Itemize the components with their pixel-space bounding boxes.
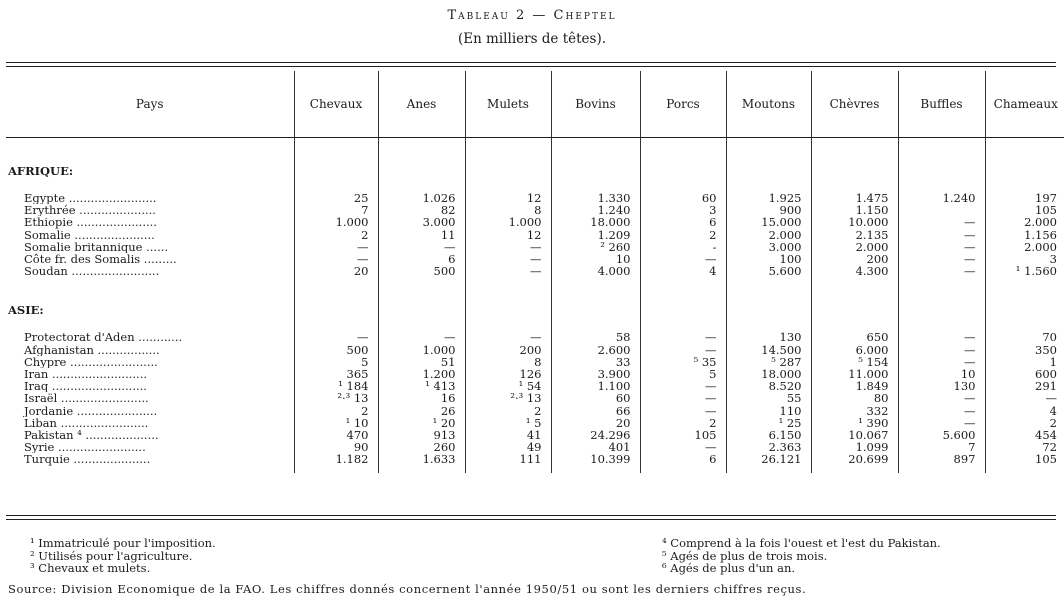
value-cell: 2 — [640, 417, 726, 429]
table-row — [6, 265, 1064, 277]
value-cell: — — [378, 331, 465, 343]
table-row — [6, 229, 1064, 241]
value-cell: 291 — [985, 380, 1064, 392]
source-note: Source: Division Economique de la FAO. Les chiffres donnés concernent l'année 1950/51 ou sont les derniers chiffres reçus. — [8, 582, 807, 596]
table-row — [6, 192, 1064, 204]
table-row — [6, 368, 1064, 380]
value-cell: 4 — [985, 405, 1064, 417]
value-cell: 8 — [465, 204, 551, 216]
value-cell: 110 — [726, 405, 811, 417]
value-cell: 26.121 — [726, 453, 811, 465]
column-header: Chameaux — [985, 71, 1064, 138]
value-cell: 1.099 — [811, 441, 898, 453]
value-cell: 2 — [465, 405, 551, 417]
value-cell: 2.000 — [726, 229, 811, 241]
table-title-prefix: Tableau 2 — — [447, 8, 554, 23]
value-cell: ⁵ 154 — [811, 356, 898, 368]
value-cell: 1.200 — [378, 368, 465, 380]
value-cell: — — [640, 441, 726, 453]
value-cell: 454 — [985, 429, 1064, 441]
value-cell: 105 — [640, 429, 726, 441]
value-cell: — — [294, 253, 378, 265]
value-cell: 3.000 — [726, 241, 811, 253]
value-cell: 1.100 — [551, 380, 640, 392]
value-cell: 2.000 — [985, 241, 1064, 253]
value-cell: — — [640, 253, 726, 265]
value-cell: 1.240 — [551, 204, 640, 216]
value-cell: — — [898, 253, 985, 265]
value-cell: 55 — [726, 392, 811, 404]
section-header-row — [6, 303, 1064, 317]
value-cell: 105 — [985, 204, 1064, 216]
bottom-rule-1 — [6, 515, 1056, 516]
table-row — [6, 405, 1064, 417]
country-cell: Turquie ..................... — [24, 453, 151, 466]
cheptel-table — [6, 71, 1064, 473]
value-cell: 200 — [465, 344, 551, 356]
table-body — [6, 138, 1064, 473]
table-row — [6, 253, 1064, 265]
value-cell: 24.296 — [551, 429, 640, 441]
value-cell: 20 — [551, 417, 640, 429]
value-cell: ²·³ 13 — [465, 392, 551, 404]
value-cell: 10.000 — [811, 216, 898, 228]
value-cell: 6 — [640, 453, 726, 465]
value-cell: 2 — [640, 229, 726, 241]
value-cell: 18.000 — [726, 368, 811, 380]
top-rule-1 — [6, 62, 1056, 63]
value-cell: 12 — [465, 192, 551, 204]
value-cell: — — [640, 405, 726, 417]
table-row — [6, 417, 1064, 429]
value-cell: 10.399 — [551, 453, 640, 465]
value-cell: 1.209 — [551, 229, 640, 241]
value-cell: 100 — [726, 253, 811, 265]
country-cell: Côte fr. des Somalis ......... — [24, 253, 177, 266]
value-cell: 7 — [294, 204, 378, 216]
table-title — [0, 8, 1064, 24]
country-cell: Somalie ...................... — [24, 228, 155, 241]
value-cell: 600 — [985, 368, 1064, 380]
value-cell: 2.600 — [551, 344, 640, 356]
value-cell: 401 — [551, 441, 640, 453]
value-cell: 200 — [811, 253, 898, 265]
value-cell: 6.000 — [811, 344, 898, 356]
country-cell: Egypte ........................ — [24, 192, 157, 205]
value-cell: 3 — [640, 204, 726, 216]
value-cell: 2 — [294, 405, 378, 417]
table-row — [6, 331, 1064, 343]
value-cell: 1.240 — [898, 192, 985, 204]
value-cell: 20 — [294, 265, 378, 277]
value-cell: ² 260 — [551, 241, 640, 253]
value-cell: — — [465, 253, 551, 265]
value-cell: 105 — [985, 453, 1064, 465]
country-cell: Israël ........................ — [24, 392, 149, 405]
value-cell: - — [640, 241, 726, 253]
table-row — [6, 441, 1064, 453]
value-cell: 1.156 — [985, 229, 1064, 241]
value-cell: 6.150 — [726, 429, 811, 441]
value-cell: — — [640, 380, 726, 392]
value-cell: 1 — [985, 356, 1064, 368]
spacer-row — [6, 178, 1064, 192]
section-header-row — [6, 164, 1064, 178]
value-cell: 25 — [294, 192, 378, 204]
value-cell: 365 — [294, 368, 378, 380]
header-row — [6, 71, 1064, 138]
value-cell: 1.330 — [551, 192, 640, 204]
value-cell: 12 — [465, 229, 551, 241]
value-cell: 11 — [378, 229, 465, 241]
table-row — [6, 380, 1064, 392]
value-cell: 1.633 — [378, 453, 465, 465]
value-cell: 130 — [726, 331, 811, 343]
column-header: Bovins — [551, 71, 640, 138]
value-cell: 126 — [465, 368, 551, 380]
value-cell: 650 — [811, 331, 898, 343]
footnote: ² Utilisés pour l'agriculture. — [30, 548, 193, 563]
country-cell: Ethiopie ...................... — [24, 216, 157, 229]
value-cell: 26 — [378, 405, 465, 417]
value-cell: ¹ 20 — [378, 417, 465, 429]
value-cell: — — [898, 344, 985, 356]
value-cell: 5 — [640, 368, 726, 380]
value-cell: 3.900 — [551, 368, 640, 380]
country-cell: Protectorat d'Aden ............ — [24, 331, 183, 344]
value-cell: — — [465, 331, 551, 343]
value-cell: — — [465, 241, 551, 253]
value-cell: 1.000 — [378, 344, 465, 356]
value-cell: 82 — [378, 204, 465, 216]
value-cell: 2.135 — [811, 229, 898, 241]
value-cell: 2 — [294, 229, 378, 241]
footnote: ⁵ Agés de plus de trois mois. — [662, 548, 828, 563]
value-cell: — — [898, 241, 985, 253]
column-header: Buffles — [898, 71, 985, 138]
value-cell: 7 — [898, 441, 985, 453]
column-header: Anes — [378, 71, 465, 138]
value-cell: 1.026 — [378, 192, 465, 204]
value-cell: 5 — [294, 356, 378, 368]
value-cell: — — [898, 392, 985, 404]
table-row — [6, 216, 1064, 228]
column-header: Mulets — [465, 71, 551, 138]
value-cell: 60 — [551, 392, 640, 404]
value-cell: 111 — [465, 453, 551, 465]
value-cell: 72 — [985, 441, 1064, 453]
country-cell: Somalie britannique ...... — [24, 240, 169, 254]
value-cell: 260 — [378, 441, 465, 453]
value-cell: 60 — [640, 192, 726, 204]
value-cell: — — [898, 417, 985, 429]
table-subtitle: (En milliers de têtes). — [457, 31, 607, 47]
value-cell: 3 — [985, 253, 1064, 265]
value-cell: 58 — [551, 331, 640, 343]
country-cell: Chypre ........................ — [24, 355, 158, 369]
column-header: Chèvres — [811, 71, 898, 138]
value-cell: 10 — [898, 368, 985, 380]
value-cell: 41 — [465, 429, 551, 441]
value-cell: 1.849 — [811, 380, 898, 392]
value-cell: — — [898, 405, 985, 417]
value-cell: 66 — [551, 405, 640, 417]
table-row — [6, 241, 1064, 253]
value-cell: 2.000 — [811, 241, 898, 253]
value-cell: 15.000 — [726, 216, 811, 228]
value-cell: ¹ 390 — [811, 417, 898, 429]
value-cell: — — [640, 331, 726, 343]
value-cell: — — [465, 265, 551, 277]
value-cell: 10 — [551, 253, 640, 265]
column-header: Porcs — [640, 71, 726, 138]
value-cell: 8 — [465, 356, 551, 368]
country-cell: Erythrée ..................... — [24, 204, 156, 217]
footnote: ³ Chevaux et mulets. — [30, 561, 151, 575]
column-header: Chevaux — [294, 71, 378, 138]
country-cell: Liban ........................ — [24, 416, 149, 430]
value-cell: 1.150 — [811, 204, 898, 216]
value-cell: 130 — [898, 380, 985, 392]
value-cell: 6 — [640, 216, 726, 228]
value-cell: 51 — [378, 356, 465, 368]
country-cell: Afghanistan ................. — [24, 343, 160, 356]
table-title-name: Cheptel — [553, 8, 617, 23]
footnote: ¹ Immatriculé pour l'imposition. — [30, 536, 216, 550]
table-row — [6, 204, 1064, 216]
value-cell: 2 — [985, 417, 1064, 429]
table-row — [6, 453, 1064, 465]
value-cell: 5.600 — [898, 429, 985, 441]
spacer-row — [6, 466, 1064, 473]
column-header-pays: Pays — [6, 71, 294, 138]
value-cell: — — [898, 331, 985, 343]
value-cell: ¹ 413 — [378, 380, 465, 392]
value-cell: 33 — [551, 356, 640, 368]
value-cell: 2.000 — [985, 216, 1064, 228]
country-cell: Iran .......................... — [24, 368, 148, 381]
value-cell: — — [898, 229, 985, 241]
value-cell: 1.475 — [811, 192, 898, 204]
value-cell: 350 — [985, 344, 1064, 356]
value-cell: — — [898, 265, 985, 277]
value-cell: 500 — [294, 344, 378, 356]
value-cell: 897 — [898, 453, 985, 465]
spacer-row — [6, 138, 1064, 165]
value-cell: 500 — [378, 265, 465, 277]
value-cell: — — [378, 241, 465, 253]
value-cell: 11.000 — [811, 368, 898, 380]
value-cell: ¹ 1.560 — [985, 265, 1064, 277]
value-cell: 1.182 — [294, 453, 378, 465]
value-cell: ¹ 10 — [294, 417, 378, 429]
value-cell: 4 — [640, 265, 726, 277]
column-header: Moutons — [726, 71, 811, 138]
value-cell: 1.925 — [726, 192, 811, 204]
value-cell: 3.000 — [378, 216, 465, 228]
value-cell: 5.600 — [726, 265, 811, 277]
value-cell: — — [898, 356, 985, 368]
value-cell: 14.500 — [726, 344, 811, 356]
value-cell: 2.363 — [726, 441, 811, 453]
value-cell: ⁵ 287 — [726, 356, 811, 368]
footnotes-left — [30, 537, 216, 575]
value-cell: — — [640, 392, 726, 404]
value-cell: 4.300 — [811, 265, 898, 277]
section-label: ASIE: — [8, 303, 44, 318]
value-cell: ²·³ 13 — [294, 392, 378, 404]
bottom-rule-2 — [6, 519, 1056, 520]
value-cell: ¹ 25 — [726, 417, 811, 429]
table-row — [6, 356, 1064, 368]
section-label: AFRIQUE: — [8, 164, 74, 178]
value-cell: 49 — [465, 441, 551, 453]
value-cell: 18.000 — [551, 216, 640, 228]
value-cell: ¹ 184 — [294, 380, 378, 392]
value-cell: — — [898, 216, 985, 228]
value-cell: 16 — [378, 392, 465, 404]
value-cell: 20.699 — [811, 453, 898, 465]
spacer-row — [6, 277, 1064, 303]
footnotes-right — [662, 537, 941, 575]
country-cell: Iraq .......................... — [24, 380, 147, 393]
value-cell: 1.000 — [465, 216, 551, 228]
value-cell: 8.520 — [726, 380, 811, 392]
country-cell: Soudan ........................ — [24, 265, 160, 278]
value-cell: — — [640, 344, 726, 356]
table-row — [6, 344, 1064, 356]
country-cell: Jordanie ...................... — [24, 404, 158, 417]
value-cell: 900 — [726, 204, 811, 216]
table-row — [6, 392, 1064, 404]
value-cell: ¹ 54 — [465, 380, 551, 392]
country-cell: Pakistan ⁴ .................... — [24, 429, 159, 442]
value-cell: 197 — [985, 192, 1064, 204]
value-cell — [898, 204, 985, 216]
value-cell: 80 — [811, 392, 898, 404]
top-rule-2 — [6, 66, 1056, 67]
value-cell: 1.000 — [294, 216, 378, 228]
value-cell: 70 — [985, 331, 1064, 343]
value-cell: 10.067 — [811, 429, 898, 441]
value-cell: — — [294, 331, 378, 343]
value-cell: — — [985, 392, 1064, 404]
value-cell: 913 — [378, 429, 465, 441]
value-cell: 6 — [378, 253, 465, 265]
footnote: ⁶ Agés de plus d'un an. — [662, 561, 796, 575]
value-cell: — — [294, 241, 378, 253]
footnote: ⁴ Comprend à la fois l'ouest et l'est du Pakistan. — [662, 536, 941, 550]
country-cell: Syrie ........................ — [24, 441, 146, 454]
value-cell: 90 — [294, 441, 378, 453]
value-cell: 4.000 — [551, 265, 640, 277]
value-cell: 332 — [811, 405, 898, 417]
value-cell: 470 — [294, 429, 378, 441]
value-cell: ¹ 5 — [465, 417, 551, 429]
spacer-row — [6, 317, 1064, 331]
table-row — [6, 429, 1064, 441]
value-cell: ⁵ 35 — [640, 356, 726, 368]
